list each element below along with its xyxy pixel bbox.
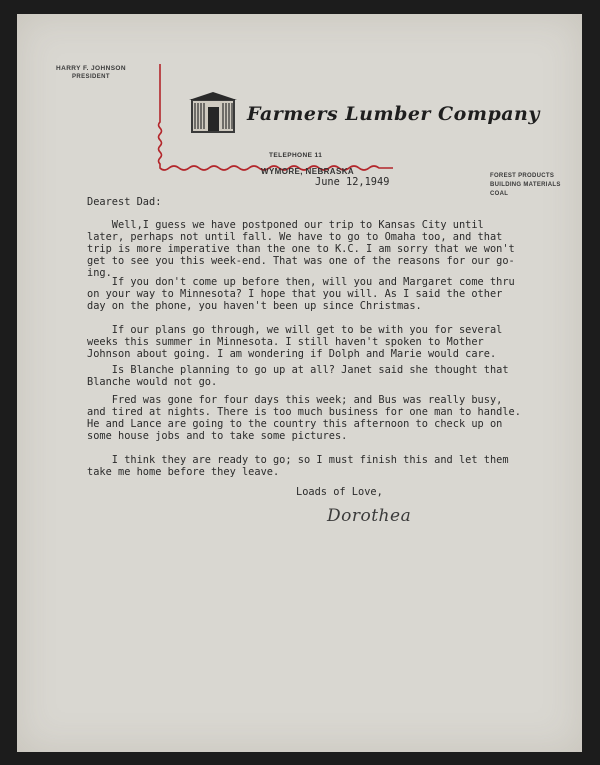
city-label: WYMORE, NEBRASKA xyxy=(261,167,355,176)
signature: Dorothea xyxy=(327,506,412,526)
product-list xyxy=(490,172,561,199)
product-item: BUILDING MATERIALS xyxy=(490,182,561,188)
company-name: Farmers Lumber Company xyxy=(247,103,540,125)
president-name: HARRY F. JOHNSON xyxy=(56,65,126,72)
letter-date: June 12,1949 xyxy=(315,176,390,188)
letter-paragraph: Is Blanche planning to go up at all? Janet said she thought that Blanche would not go. xyxy=(87,364,509,388)
salutation: Dearest Dad: xyxy=(87,196,162,208)
president-title: PRESIDENT xyxy=(72,74,110,80)
letter-paragraph: Fred was gone for four days this week; and Bus was really busy, and tired at nights. There is too much business for one man to handle. He and Lance are going to the country this afternoon to check up on some house jobs and to take some pictures. xyxy=(87,394,521,442)
letterhead-president xyxy=(45,65,137,80)
letter-sheet xyxy=(17,14,582,752)
product-item: COAL xyxy=(490,191,509,197)
letter-paragraph: If our plans go through, we will get to be with you for several weeks this summer in Minnesota. I still haven't spoken to Mother Johnson about going. I am wondering if Dolph and Marie would care. xyxy=(87,324,503,360)
lumber-shed-icon xyxy=(189,91,237,135)
letter-paragraph: I think they are ready to go; so I must finish this and let them take me home before they leave. xyxy=(87,454,509,478)
letter-paragraph: Well,I guess we have postponed our trip to Kansas City until later, perhaps not until fall. We have to go to Omaha too, and that trip is more imperative than the one to K.C. I am sorry that we won't get to see you this week-end. That was one of the reasons for our go- ing. xyxy=(87,219,515,279)
closing: Loads of Love, xyxy=(296,486,383,498)
letter-paragraph: If you don't come up before then, will you and Margaret come thru on your way to Minnesota? I hope that you will. As I said the other day on the phone, you haven't been up since Christmas. xyxy=(87,276,515,312)
product-item: FOREST PRODUCTS xyxy=(490,173,555,179)
telephone-label: TELEPHONE 11 xyxy=(269,152,323,159)
